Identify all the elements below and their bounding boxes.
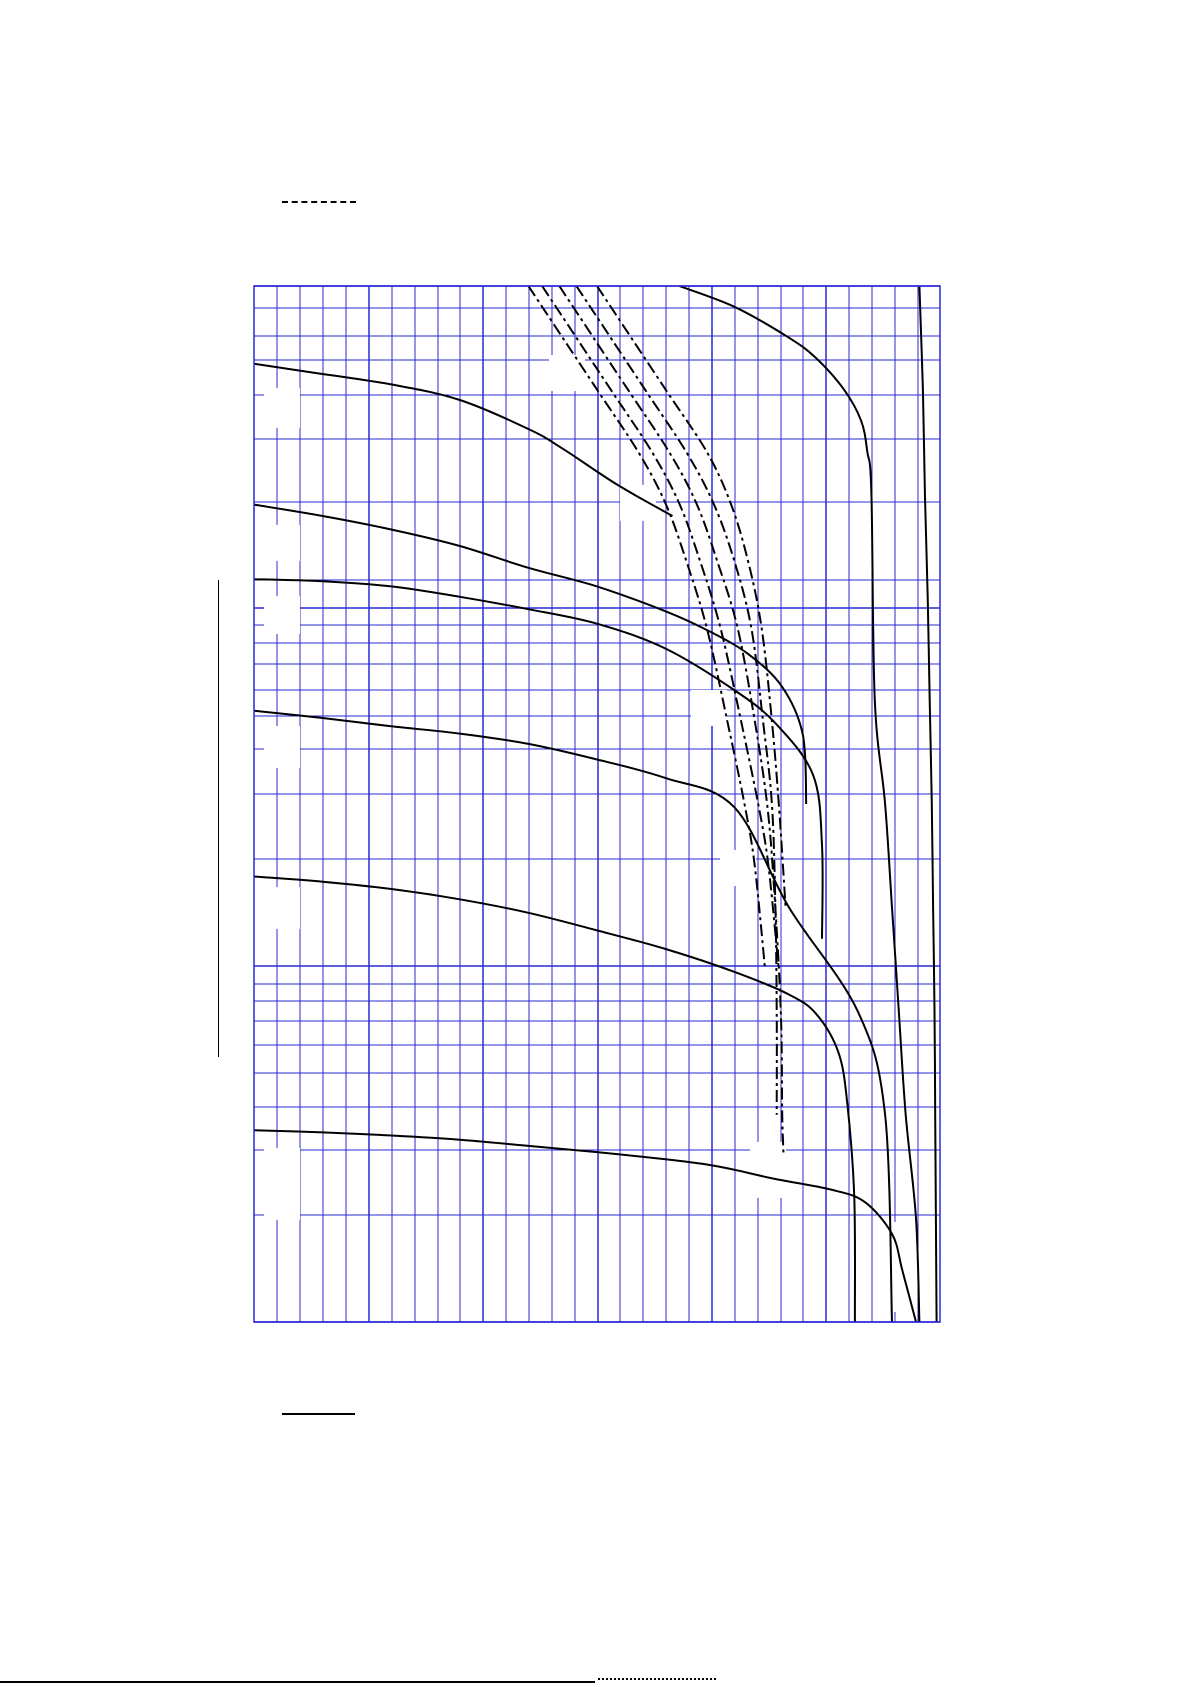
bottom-rule (0, 1681, 595, 1683)
tick-label-mask (264, 887, 300, 929)
tick-label-mask (264, 388, 300, 428)
bottom-ink (598, 1678, 716, 1687)
tick-label-mask (264, 525, 300, 561)
tick-label-mask (750, 1142, 786, 1198)
tick-label-mask (549, 355, 585, 391)
legend-key-solid (282, 1413, 355, 1419)
solid-curve-6 (254, 1130, 916, 1322)
dashdot-series-layer (528, 286, 785, 1156)
tick-label-mask (720, 850, 756, 886)
dashdot-curve-3 (559, 286, 783, 1156)
solid-series-layer (254, 286, 937, 1322)
solid-curve-5 (254, 877, 855, 1323)
solid-curve-8 (919, 286, 936, 1322)
tick-label-mask (691, 690, 727, 726)
grid-layer (254, 286, 940, 1322)
tick-label-mask (264, 596, 300, 634)
label-masks (264, 355, 916, 1312)
solid-curve-2 (254, 505, 806, 804)
tick-label-mask (264, 726, 300, 768)
dashdot-curve-4 (576, 286, 776, 1115)
solid-curve-4 (254, 711, 892, 1322)
tick-label-mask (264, 1148, 300, 1220)
plot-frame (254, 286, 940, 1322)
